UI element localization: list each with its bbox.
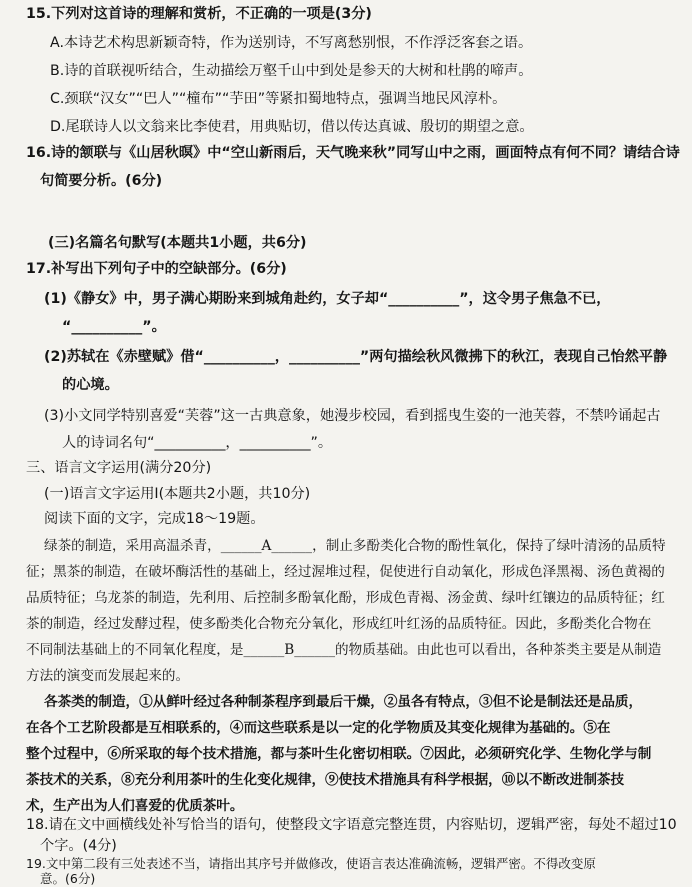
passage-p2-line5: 术，生产出为人们喜爱的优质茶叶。 (26, 798, 244, 814)
q15-option-d: D.尾联诗人以文翁来比李使君，用典贴切，借以传达真诚、殷切的期望之意。 (50, 119, 534, 135)
passage-p2-line4: 茶技术的关系，⑧充分利用茶叶的生化变化规律，⑨使技术措施具有科学根据，⑩以不断改进制茶技 (26, 772, 625, 788)
q17-item1-line2: “__________”。 (62, 319, 166, 335)
q17-item2-line1: (2)苏轼在《赤壁赋》借“__________，__________”两句描绘秋风微拂下的秋江，表现自己怡然平静 (44, 349, 668, 365)
part3-instruction: 阅读下面的文字，完成18～19题。 (44, 511, 265, 527)
q15-stem: 15.下列对这首诗的理解和赏析，不正确的一项是(3分) (26, 6, 372, 22)
section3-title: (三)名篇名句默写(本题共1小题，共6分) (48, 235, 307, 251)
q17-item2-line2: 的心境。 (62, 377, 119, 393)
q15-option-a: A.本诗艺术构思新颖奇特，作为送别诗，不写离愁别恨，不作浮泛客套之语。 (50, 35, 533, 51)
passage-p1-line5: 不同制法基础上的不同氧化程度，是______B______的物质基础。由此也可以看出，各种茶类主要是从制造 (26, 642, 662, 658)
passage-p1-line3: 品质特征；乌龙茶的制造，先利用、后控制多酚氧化酚，形成色青褐、汤金黄、绿叶红镶边的品质特征；红 (26, 590, 665, 606)
q17-item3-line1: (3)小文同学特别喜爱“芙蓉”这一古典意象，她漫步校园，看到摇曳生姿的一池芙蓉，不禁吟诵起古 (44, 408, 661, 424)
q17-stem: 17.补写出下列句子中的空缺部分。(6分) (26, 261, 287, 277)
passage-p1-line2: 征；黑茶的制造，在破坏酶活性的基础上，经过渥堆过程，促使进行自动氧化，形成色泽黑褐、汤色黄褐的 (26, 564, 665, 580)
passage-p2-line3: 整个过程中，⑥所采取的每个技术措施，都与茶叶生化密切相联。⑦因此，必须研究化学、生物化学与制 (26, 746, 652, 762)
q15-option-b: B.诗的首联视听结合，生动描绘万壑千山中到处是参天的大树和杜鹃的啼声。 (50, 63, 533, 79)
part3-subsection-title: (一)语言文字运用Ⅰ(本题共2小题，共10分) (44, 486, 311, 502)
passage-p1-line6: 方法的演变而发展起来的。 (26, 668, 190, 684)
q15-option-c: C.颈联“汉女”“巴人”“橦布”“芋田”等紧扣蜀地特点，强调当地民风淳朴。 (50, 91, 507, 107)
passage-p2-line2: 在各个工艺阶段都是互相联系的，④而这些联系是以一定的化学物质及其变化规律为基础的。⑤在 (26, 720, 611, 736)
passage-p1-line4: 茶的制造，经过发酵过程，使多酚类化合物充分氧化，形成红叶红汤的品质特征。因此，多酚类化合物在 (26, 616, 652, 632)
part3-title: 三、语言文字运用(满分20分) (26, 460, 212, 476)
q18-line1: 18.请在文中画横线处补写恰当的语句，使整段文字语意完整连贯，内容贴切，逻辑严密，每处不超过10 (26, 817, 677, 833)
q19-line2: 意。(6分) (40, 871, 96, 886)
passage-p2-line1: 各茶类的制造，①从鲜叶经过各种制茶程序到最后干燥，②虽各有特点，③但不论是制法还是品质， (44, 694, 643, 710)
q17-item3-line2: 人的诗词名句“__________，__________”。 (62, 435, 333, 451)
passage-p1-line1: 绿茶的制造，采用高温杀青，______A______，制止多酚类化合物的酚性氧化，保持了绿叶清汤的品质特 (44, 538, 666, 554)
q19-line1: 19.文中第二段有三处表述不当，请指出其序号并做修改，使语言表达准确流畅，逻辑严密。不得改变原 (26, 856, 596, 871)
q16-line2: 句简要分析。(6分) (40, 173, 163, 189)
q17-item1-line1: (1)《静女》中，男子满心期盼来到城角赴约，女子却“__________”，这令男子焦急不已， (44, 291, 611, 307)
q16-line1: 16.诗的颔联与《山居秋暝》中“空山新雨后，天气晚来秋”同写山中之雨，画面特点有何不同？请结合诗 (26, 145, 680, 161)
q18-line2: 个字。(4分) (40, 838, 117, 854)
